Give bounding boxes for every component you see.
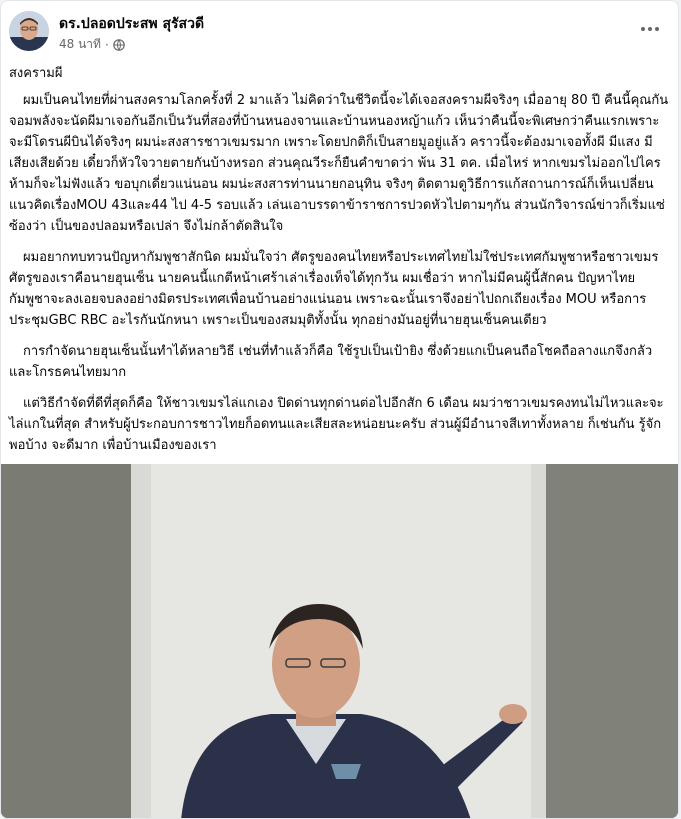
post-title: สงครามผี (9, 66, 63, 81)
meta-separator: · (104, 37, 109, 52)
post-header (9, 11, 670, 55)
more-options-button[interactable] (636, 17, 664, 41)
more-horizontal-icon (640, 26, 660, 32)
post-paragraph-3: การกำจัดนายฮุนเซ็นนั้นทำได้หลายวิธี เช่นที่ทำแล้วก็คือ ใช้รูปเป็นเป้ายิง ซึ่งด้วยแกเป็นคนถือโชคถือลางแกจึงกลัวและโกรธคนไทยมาก (9, 344, 653, 380)
post-photo[interactable] (1, 464, 679, 819)
post-photo-image (1, 464, 679, 819)
post-paragraph-2: ผมอยากทบทวนปัญหากัมพูชาสักนิด ผมมั่นใจว่า ศัตรูของคนไทยหรือประเทศไทยไม่ใช่ประเทศกัมพูชาหรือชาวเขมร ศัตรูของเราคือนายฮุนเซ็น นายคนนี้แกตีหน้าเศร้าเล่าเรื่องเท็จได้ทุกวัน ผมเชื่อว่า หากไม่มีคนผู้นี้สักคน ปัญหาไทยกัมพูชาจะลงเอยจบลงอย่างมิตรประเทศเพื่อนบ้านอย่างแน่นอน เพราะฉะนั้นเราจึงอย่าไปถกเถียงเรื่อง MOU หรือการประชุมGBC RBC อะไรกันนักหนา เพราะเป็นของสมมุติทั้งนั้น ทุกอย่างมันอยู่ที่นายฮุนเซ็นคนเดียว (9, 250, 659, 328)
author-name[interactable]: ดร.ปลอดประสพ สุรัสวดี (59, 16, 205, 32)
post-timestamp[interactable]: 48 นาที (59, 37, 101, 51)
avatar-image (9, 11, 49, 51)
post-paragraph-4: แต่วิธีกำจัดที่ดีที่สุดก็คือ ให้ชาวเขมรไล่แกเอง ปิดด่านทุกด่านต่อไปอีกสัก 6 เดือน ผมว่าชาวเขมรคงทนไม่ไหวและจะไล่แกในที่สุด สำหรับผู้ประกอบการชาวไทยก็อดทนและเสียสละหน่อยนะครับ ส่วนผู้มีอำนาจสีเทาทั้งหลาย ก็เช่นกัน รู้จักพอบ้าง จะดีมาก เพื่อบ้านเมืองของเรา (9, 396, 664, 453)
post-paragraph-1: ผมเป็นคนไทยที่ผ่านสงครามโลกครั้งที่ 2 มาแล้ว ไม่คิดว่าในชีวิตนี้จะได้เจอสงครามผีจริงๆ เมื่ออายุ 80 ปี คืนนี้คุณกัน จอมพลังจะนัดผีมาเจอกันอีกเป็นวันที่สองที่บ้านหนองจานและบ้านหนองหญ้าแก้ว เห็นว่าคืนนี้จะพิเศษกว่าคืนแรกเพราะจะมีโดรนผีบินได้จริงๆ ผมน่ะสงสารชาวเขมรมาก เพราะโดยปกติก็เป็นสายมูอยู่แล้ว คราวนี้จะต้องมาเจอทั้งผี มีแสง มีเสียงเสียด้วย เดี๋ยวก็หัวใจวายตายกันบ้างหรอก ส่วนคุณวีระก็ยืนคำขาดว่า พ้น 31 ตค. เมื่อไหร่ หากเขมรไม่ออกไปไครห้ามก็จะไม่ฟังแล้ว ขอบุกเดี่ยวแน่นอน ผมน่ะสงสารท่านนายกอนุทิน จริงๆ ติดตามดูวิธีการแก้สถานการณ์ก็เห็นเปลี่ยนแนวคิดเรื่องMOU 43และ44 ไป 4-5 รอบแล้ว เล่นเอาบรรดาข้าราชการปวดหัวไปตามๆกัน ส่วนนักวิจารณ์ข่าวก็เริ่มแซ่ซ้องว่า เป็นของปลอมหรือเปล่า จึงไม่กล้าตัดสินใจ (9, 93, 669, 234)
post-text (9, 63, 673, 466)
post-meta (59, 35, 125, 54)
author-avatar[interactable] (9, 11, 49, 51)
globe-icon[interactable] (113, 39, 125, 51)
